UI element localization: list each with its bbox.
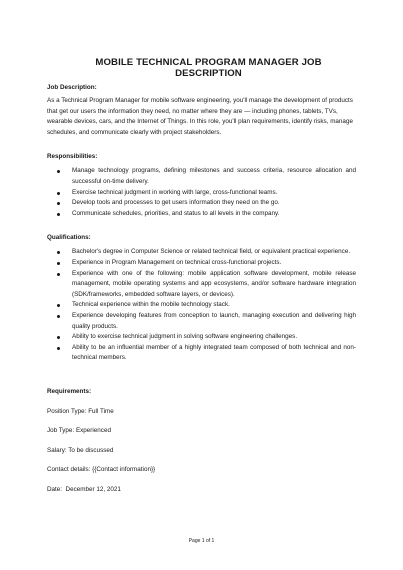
contact-details: Contact details: {{Contact information}} [47,466,156,474]
job-description-heading: Job Description: [47,84,97,91]
list-item: Experience with one of the following: mobile application software development, mobile release management, mobile operating systems and app ecosystems, and/or software hardware integration (SDK/frameworks, embedded software layers, or devices). [72,269,356,301]
bullet-icon [57,262,60,265]
bullet-icon [57,347,60,350]
list-item: Ability to be an influential member of a highly integrated team composed of both technical and non-technical members. [72,343,356,364]
bullet-icon [57,304,60,307]
requirements-heading: Requirements: [47,387,92,395]
list-item: Exercise technical judgment in working with large, cross-functional teams. [72,188,356,199]
list-item: Experience developing features from conception to launch, managing execution and delivering high quality products. [72,311,356,332]
list-item: Bachelor's degree in Computer Science or related technical field, or equivalent practical experience. [72,247,356,258]
list-item: Manage technology programs, defining milestones and success criteria, resource allocation and successful on-time delivery. [72,166,356,187]
bullet-icon [57,192,60,195]
list-item: Develop tools and processes to get users information they need on the go. [72,198,356,209]
job-description-section [47,84,356,138]
responsibilities-list [47,166,356,219]
requirements-section [47,388,356,506]
bullet-icon [57,336,60,339]
bullet-icon [57,251,60,254]
position-type: Position Type: Full Time [47,407,114,415]
list-item: Experience in Program Management on technical cross-functional projects. [72,258,356,269]
bullet-icon [57,273,60,276]
bullet-icon [57,202,60,205]
responsibilities-section [47,153,356,219]
qualifications-list [47,247,356,364]
qualifications-heading: Qualifications: [47,234,91,242]
list-item: Ability to exercise technical judgment in solving software engineering challenges. [72,332,356,343]
job-description-text: As a Technical Program Manager for mobile software engineering, you'll manage the development of products that get our users the information they need, no matter where they are — including phones, tablets, TVs, wearable devices, cars, and the Internet of Things. In this role, you'll plan requirements, identify risks, manage schedules, and communicate clearly with project stakeholders. [47,97,353,136]
list-item: Technical experience within the mobile technology stack. [72,300,356,311]
salary: Salary: To be discussed [47,446,114,454]
document-title: MOBILE TECHNICAL PROGRAM MANAGER JOB DESCRIPTION [95,57,322,79]
bullet-icon [57,170,60,173]
responsibilities-heading: Responsibilities: [47,153,98,161]
bullet-icon [57,315,60,318]
list-item: Communicate schedules, priorities, and status to all levels in the company. [72,209,356,220]
date: Date: December 12, 2021 [47,485,121,493]
page-number: Page 1 of 1 [188,538,215,544]
qualifications-section [47,234,356,364]
job-type: Job Type: Experienced [47,427,111,435]
bullet-icon [57,213,60,216]
